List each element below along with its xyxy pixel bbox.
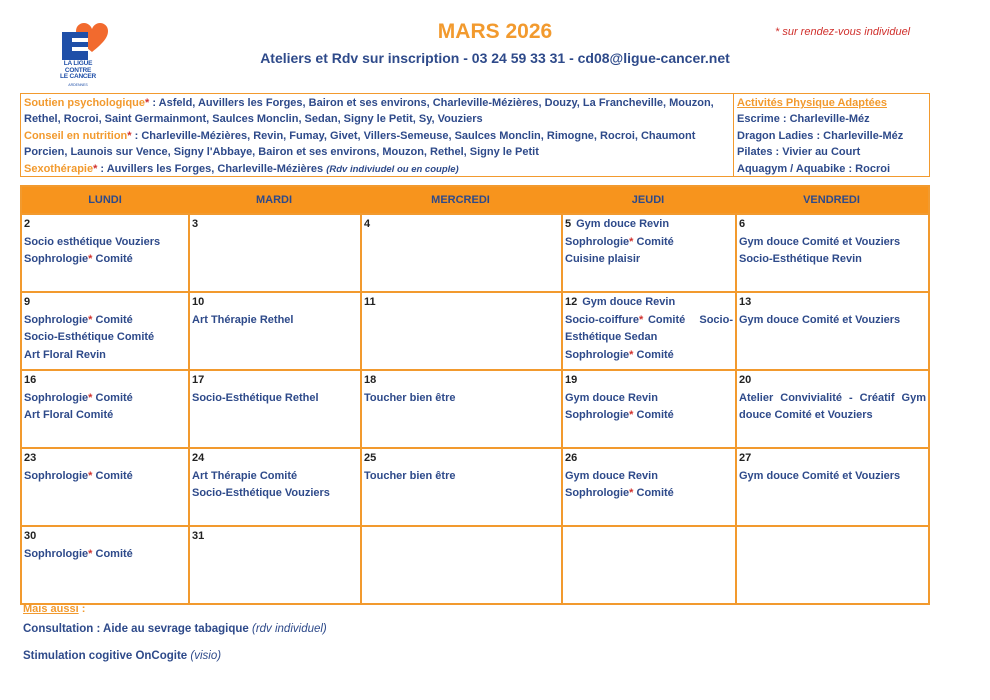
day-number: 19 [565,374,578,386]
event-title: Art Floral Revin [24,348,106,361]
event [565,407,733,425]
day-cell-vendredi [735,449,928,525]
more-item-oncogite [23,650,221,662]
event-title: Sophrologie [24,313,89,326]
day-number: 5 [565,218,572,230]
asterisk: * [88,391,93,404]
event [565,485,733,503]
event-title: Art Floral Comité [24,409,114,422]
day-number: 6 [739,218,746,230]
day-cell-lundi [22,293,188,369]
event [739,312,926,330]
services-info-box [20,93,930,177]
event-title: Sophrologie [565,409,630,422]
day-cell-mercredi [360,215,561,291]
day-number: 24 [192,452,205,464]
asterisk: * [88,469,93,482]
day-header-line [24,216,186,234]
day-header-line [364,372,559,390]
day-header-line [565,216,733,234]
event-location: Comité [633,235,674,248]
day-header-line [364,294,559,312]
asterisk: * [127,129,132,142]
event-title: Sophrologie [565,487,630,500]
event-title: Sophrologie [565,235,630,248]
day-header-line [24,450,186,468]
event-title: Socio esthétique Vouziers [24,235,161,248]
event-location: Comité Socio-Esthétique Sedan [565,313,733,344]
day-number: 4 [364,218,371,230]
event [24,347,186,365]
event [739,390,926,425]
event [24,407,186,425]
day-number: 31 [192,530,205,542]
day-header-line [739,294,926,312]
service-locations: : Charleville-Mézières, Revin, Fumay, Givet, Villers-Semeuse, Saulces Monclin, Rimogne, Rocroi, Chaumont Porcien, Launois sur Vence, Signy l'Abbaye, Bairon et ses environs, Mouzon, Rethel, Signy le Petit [24,129,696,159]
event-location: Comité [92,391,133,404]
event [192,468,358,486]
day-cell-mardi [188,293,360,369]
header-jeudi: JEUDI [631,194,665,206]
event-title: Socio-Esthétique Revin [739,253,862,266]
calendar-week-row [22,525,928,603]
asterisk: * [88,547,93,560]
event [364,468,559,486]
event [739,251,926,269]
subtitle-text: Ateliers et Rdv sur inscription - 03 24 59 33 31 - cd08@ligue-cancer.net [260,50,730,66]
day-cell-jeudi [561,293,735,369]
event [192,485,358,503]
event-title: Sophrologie [24,547,89,560]
more-item-text: Consultation : Aide au sevrage tabagique [23,623,252,635]
calendar-week-row [22,213,928,291]
day-header-line [565,372,733,390]
day-number: 18 [364,374,377,386]
day-cell-jeudi [561,449,735,525]
more-item-note: (rdv individuel) [251,623,327,635]
day-number: 25 [364,452,377,464]
day-header-line [192,216,358,234]
event-location: Comité [633,409,674,422]
apa-item: Pilates : Vivier au Court [737,146,861,159]
event [565,312,733,347]
asterisk: * [629,235,634,248]
day-header-line [739,216,926,234]
day-number: 2 [24,218,31,230]
header-mercredi: MERCREDI [431,194,490,206]
page-subtitle [0,50,990,66]
event [364,390,559,408]
day-cell-mercredi [360,293,561,369]
day-header-line [739,450,926,468]
apa-title: Activités Physique Adaptées [737,97,887,109]
event-location: Comité [92,547,133,560]
day-cell-jeudi [561,371,735,447]
event: Gym douce Revin [576,218,670,230]
day-number: 12 [565,296,578,308]
asterisk: * [145,97,150,109]
event [565,468,733,486]
event-location: Comité [92,469,133,482]
day-header-line [364,216,559,234]
apa-item: Aquagym / Aquabike : Rocroi [737,162,891,175]
services-list [21,94,734,176]
event [24,468,186,486]
event [565,390,733,408]
event-title: Socio-Esthétique Vouziers [192,487,330,500]
day-cell-mercredi [360,371,561,447]
event [565,251,733,269]
calendar-week-row [22,291,928,369]
day-number: 17 [192,374,205,386]
day-header-line [24,294,186,312]
soutien-psychologique [24,95,730,128]
day-cell-mardi [188,449,360,525]
event-title: Atelier Convivialité - Créatif Gym douce Comité et Vouziers [739,391,926,422]
colon: : [78,603,86,615]
day-header-line [24,528,186,546]
day-header-line [364,450,559,468]
mais-aussi-heading [23,603,85,615]
day-cell-vendredi [735,527,928,603]
asterisk: * [629,348,634,361]
event [24,329,186,347]
event-title: Gym douce Revin [565,469,658,482]
service-locations: : Auvillers les Forges, Charleville-Mézières [97,162,327,175]
service-label: Sexothérapie [24,162,94,175]
event-title: Gym douce Revin [565,391,658,404]
event-title: Sophrologie [565,348,630,361]
asterisk: * [88,253,93,266]
header-lundi: LUNDI [88,194,122,206]
sexotherapie [24,161,730,178]
service-label: Soutien psychologique [24,97,146,109]
service-locations: : Asfeld, Auvillers les Forges, Bairon et ses environs, Charleville-Mézières, Douzy, La Francheville, Mouzon, Rethel, Rocroi, Saint Germainmont, Saulces Monclin, Sedan, Signy le Petit, Sy, Vouziers [24,97,714,126]
event [24,251,186,269]
day-cell-mardi [188,527,360,603]
logo-line: LE CANCER [59,73,97,80]
event [24,546,186,564]
day-header-line [565,294,733,312]
event-title: Toucher bien être [364,391,456,404]
calendar-header [22,187,928,213]
asterisk: * [638,313,644,326]
day-number: 30 [24,530,37,542]
apa-item: Dragon Ladies : Charleville-Méz [737,129,904,142]
day-cell-lundi [22,449,188,525]
day-header-line [565,450,733,468]
day-cell-vendredi [735,293,928,369]
calendar-week-row [22,369,928,447]
event [565,234,733,252]
calendar-grid [20,185,930,605]
event-title: Socio-Esthétique Comité [24,331,155,344]
asterisk: * [88,313,93,326]
service-label: Conseil en nutrition [24,129,128,142]
service-note: (Rdv indiviudel ou en couple) [326,163,459,175]
day-cell-mercredi [360,527,561,603]
logo-subline: ARDENNES [68,83,88,87]
event-location: Comité [92,313,133,326]
day-number: 9 [24,296,31,308]
event [24,390,186,408]
event-title: Art Thérapie Rethel [192,313,294,326]
day-number: 27 [739,452,752,464]
asterisk: * [93,162,98,175]
event-title: Cuisine plaisir [565,253,641,266]
day-header-line [24,372,186,390]
event-location: Comité [633,487,674,500]
event [739,468,926,486]
page-title: MARS 2026 [437,20,553,43]
event-title: Art Thérapie Comité [192,469,298,482]
event-title: Sophrologie [24,391,89,404]
day-cell-lundi [22,527,188,603]
event [24,234,186,252]
day-number: 16 [24,374,37,386]
day-number: 20 [739,374,752,386]
day-number: 10 [192,296,205,308]
day-cell-mardi [188,215,360,291]
event-location: Comité [633,348,674,361]
event-title: Toucher bien être [364,469,456,482]
day-number: 13 [739,296,752,308]
day-number: 11 [364,296,376,308]
day-header-line [192,294,358,312]
event [192,312,358,330]
day-cell-vendredi [735,371,928,447]
mais-aussi-title: Mais aussi [23,603,79,615]
day-cell-lundi [22,215,188,291]
logo-line: LA LIGUE [63,60,93,67]
event-title: Sophrologie [24,253,89,266]
event [192,390,358,408]
day-header-line [192,450,358,468]
activites-physiques-adaptees [734,94,929,176]
day-number: 23 [24,452,37,464]
event-title: Socio-Esthétique Rethel [192,391,319,404]
header-vendredi: VENDREDI [803,194,860,206]
event-title: Sophrologie [24,469,89,482]
day-cell-jeudi [561,215,735,291]
event-location: Comité [92,253,133,266]
more-item-text: Stimulation cogitive OnCogite [23,650,191,662]
event-title: Gym douce Comité et Vouziers [739,313,901,326]
more-item-consultation [23,623,327,635]
calendar-body [22,213,928,603]
day-header-line [739,372,926,390]
day-cell-lundi [22,371,188,447]
event-title: Gym douce Comité et Vouziers [739,469,901,482]
header-mardi: MARDI [255,194,293,206]
event [24,312,186,330]
apa-item: Escrime : Charleville-Méz [737,113,870,126]
day-number: 3 [192,218,199,230]
day-header-line [192,528,358,546]
conseil-nutrition [24,128,730,161]
logo-line: CONTRE [64,66,92,74]
event [739,234,926,252]
asterisk: * [629,409,634,422]
more-item-note: (visio) [190,650,222,662]
day-cell-jeudi [561,527,735,603]
calendar-week-row [22,447,928,525]
day-cell-mardi [188,371,360,447]
day-number: 26 [565,452,578,464]
day-cell-vendredi [735,215,928,291]
day-cell-mercredi [360,449,561,525]
event [565,347,733,365]
day-header-line [192,372,358,390]
event: Gym douce Revin [582,296,676,308]
event-title: Gym douce Comité et Vouziers [739,235,901,248]
asterisk: * [629,487,634,500]
appointment-note: * sur rendez-vous individuel [775,26,911,38]
event-title: Socio-coiffure [565,313,639,326]
